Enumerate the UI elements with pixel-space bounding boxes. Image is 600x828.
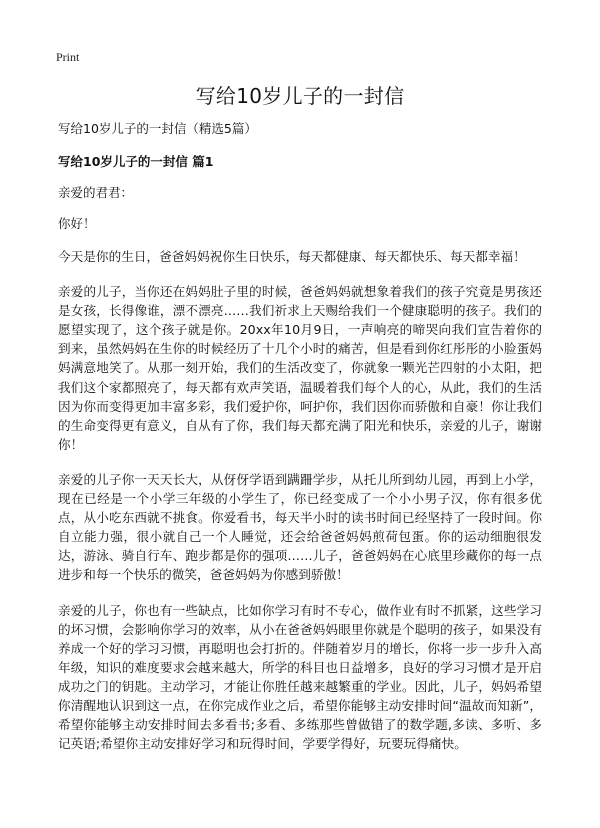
greeting: 你好！ xyxy=(58,216,96,231)
salutation: 亲爱的君君： xyxy=(58,185,134,200)
paragraph-birthday-wish: 今天是你的生日，爸爸妈妈祝你生日快乐，每天都健康、每天都快乐、每天都幸福！ xyxy=(58,249,526,264)
paragraph-growth: 亲爱的儿子你一天天长大，从伢伢学语到蹒跚学步，从托儿所到幼儿园，再到上小学，现在已经是一个小学三年级的小学生了，你已经变成了一个小小男子汉，你有很多优点，从小吃东西就不挑食。你爱看书，每天半小时的读书时间已经坚持了一段时间。你自立能力强，很小就自己一个人睡觉，还会给爸爸妈妈煎荷包蛋。你的运动细胞很发达，游泳、骑自行车、跑步都是你的强项……儿子，爸爸妈妈在心底里珍藏你的每一点进步和每一个快乐的微笑，爸爸妈妈为你感到骄傲！ xyxy=(58,471,542,583)
document-title: 写给10岁儿子的一封信 xyxy=(195,84,405,108)
print-link[interactable]: Print xyxy=(56,50,80,64)
paragraph-shortcomings: 亲爱的儿子，你也有一些缺点，比如你学习有时不专心，做作业有时不抓紧，这些学习的坏习惯，会影响你学习的效率，从小在爸爸妈妈眼里你就是个聪明的孩子，如果没有养成一个好的学习习惯，再聪明也会打折的。伴随着岁月的增长，你将一步一步升入高年级，知识的难度要求会越来越大，所学的科目也日益增多，良好的学习习惯才是开启成功之门的钥匙。主动学习，才能让你胜任越来越繁重的学业。因此，儿子，妈妈希望你清醒地认识到这一点，在你完成作业之后，希望你能够主动安排时间“温故而知新”，希望你能够主动安排时间去多看书;多看、多练那些曾做错了的数学题,多读、多听、多记英语;希望你主动安排好学习和玩得时间，学要学得好，玩要玩得痛快。 xyxy=(58,602,542,752)
paragraph-birth-story: 亲爱的儿子，当你还在妈妈肚子里的时候，爸爸妈妈就想象着我们的孩子究竟是男孩还是女孩，长得像谁，漂不漂亮……我们祈求上天赐给我们一个健康聪明的孩子。我们的愿望实现了，这个孩子就是你。20xx年10月9日，一声响亮的啼哭向我们宣告着你的到来，虽然妈妈在生你的时候经历了十几个小时的痛苦，但是看到你红彤彤的小脸蛋妈妈满意地笑了。从那一刻开始，我们的生活改变了，你就象一颗光芒四射的小太阳，把我们这个家都照亮了，每天都有欢声笑语，温暖着我们每个人的心，从此，我们的生活因为你而变得更加丰富多彩，我们爱护你，呵护你，我们因你而骄傲和自豪！你让我们的生命变得更有意义，自从有了你，我们每天都充满了阳光和快乐，亲爱的儿子，谢谢你！ xyxy=(58,284,542,452)
section-heading: 写给10岁儿子的一封信 篇1 xyxy=(58,154,214,169)
document-subtitle: 写给10岁儿子的一封信（精选5篇） xyxy=(58,121,257,136)
